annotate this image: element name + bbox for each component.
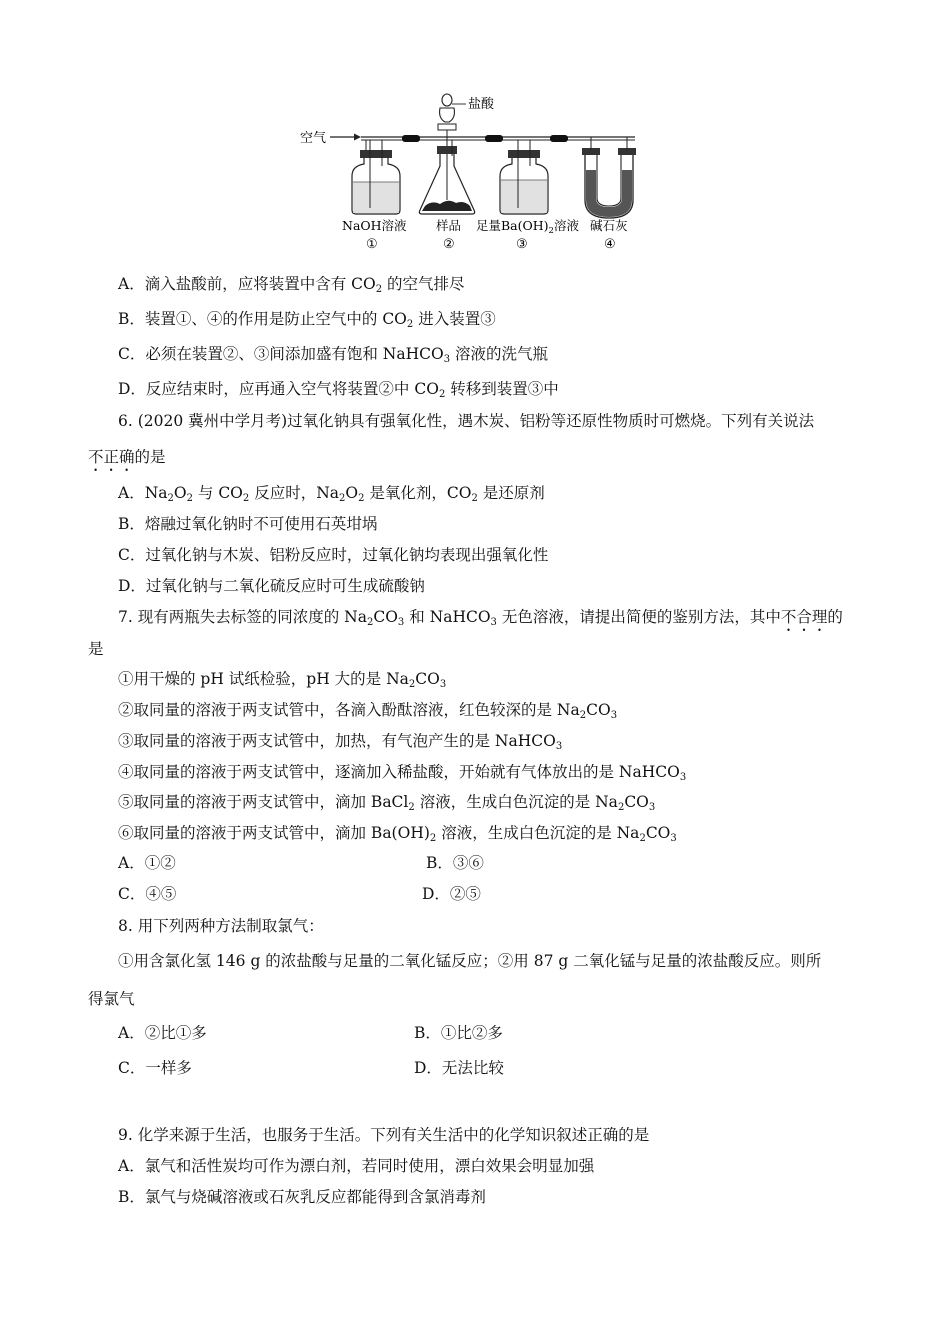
q8-option-a: A．②比①多 bbox=[118, 1024, 207, 1042]
q7-option-c: C．④⑤ bbox=[118, 885, 177, 903]
air-arrow-head bbox=[354, 134, 361, 141]
flask-sample bbox=[419, 94, 474, 214]
q8-option-b: B．①比②多 bbox=[414, 1024, 503, 1042]
num-3: ③ bbox=[516, 237, 528, 250]
q6-option-c: C．过氧化钠与木炭、铝粉反应时，过氧化钠均表现出强氧化性 bbox=[118, 546, 549, 564]
rubber-connector-1 bbox=[402, 135, 420, 142]
label-naoh: NaOH溶液 bbox=[342, 218, 407, 233]
q8-body-line1: ①用含氯化氢 146 g 的浓盐酸与足量的二氧化锰反应；②用 87 g 二氧化锰与足量的浓盐酸反应。则所 bbox=[118, 952, 822, 970]
rubber-connector-3 bbox=[550, 135, 568, 142]
q8-option-d: D．无法比较 bbox=[414, 1059, 504, 1077]
q6-option-b: B．熔融过氧化钠时不可使用石英坩埚 bbox=[118, 515, 378, 533]
q7-stem-line2: 是 bbox=[88, 640, 104, 658]
q7-statement-1: ①用干燥的 pH 试纸检验，pH 大的是 $Na_2CO_3$ bbox=[118, 670, 447, 690]
q6-option-a: A．$Na_2O_2$ 与 $CO_2$ 反应时，$Na_2O_2$ 是氧化剂，$CO_2$ 是还原剂 bbox=[118, 484, 545, 504]
q8-option-c: C．一样多 bbox=[118, 1059, 192, 1077]
q7-stem-line1: 7. 现有两瓶失去标签的同浓度的 $Na_2CO_3$ 和 NaHCO$_3$ 无色溶液，请提出简便的鉴别方法，其中不合理的 bbox=[118, 608, 843, 628]
q7-option-b: B．③⑥ bbox=[426, 854, 484, 872]
rubber-connector-2 bbox=[485, 135, 503, 142]
label-baoh2: 足量$Ba(OH)_2$溶液 bbox=[476, 218, 579, 236]
u-tube-soda-lime bbox=[582, 137, 636, 218]
q9-option-a: A．氯气和活性炭均可作为漂白剂，若同时使用，漂白效果会明显加强 bbox=[118, 1157, 595, 1175]
q7-option-a: A．①② bbox=[118, 854, 176, 872]
q7-statement-5: ⑤取同量的溶液于两支试管中，滴加 BaCl$_2$ 溶液，生成白色沉淀的是 $Na_2CO_3$ bbox=[118, 793, 656, 813]
bottle-baoh2 bbox=[500, 140, 548, 214]
air-label: 空气 bbox=[300, 131, 327, 146]
q6-option-d: D．过氧化钠与二氧化硫反应时可生成硫酸钠 bbox=[118, 577, 425, 595]
q5-option-a: A．滴入盐酸前，应将装置中含有 $CO_2$ 的空气排尽 bbox=[118, 275, 465, 295]
q9-stem: 9. 化学来源于生活，也服务于生活。下列有关生活中的化学知识叙述正确的是 bbox=[118, 1126, 650, 1144]
q8-stem: 8. 用下列两种方法制取氯气： bbox=[118, 917, 324, 935]
label-soda-lime: 碱石灰 bbox=[590, 218, 628, 233]
q9-option-b: B．氯气与烧碱溶液或石灰乳反应都能得到含氯消毒剂 bbox=[118, 1188, 486, 1206]
q5-option-b: B．装置①、④的作用是防止空气中的 $CO_2$ 进入装置③ bbox=[118, 310, 496, 330]
experiment-apparatus-diagram bbox=[280, 90, 650, 250]
q7-option-d: D．②⑤ bbox=[422, 885, 481, 903]
acid-label: 盐酸 bbox=[468, 97, 495, 112]
q6-stem-line1: 6. (2020 冀州中学月考)过氧化钠具有强氧化性，遇木炭、铝粉等还原性物质时可燃烧。下列有关说法 bbox=[118, 412, 815, 430]
q7-statement-6: ⑥取同量的溶液于两支试管中，滴加 $Ba(OH)_2$ 溶液，生成白色沉淀的是 $Na_2CO_3$ bbox=[118, 824, 677, 844]
q7-statement-3: ③取同量的溶液于两支试管中，加热，有气泡产生的是 NaHCO$_3$ bbox=[118, 732, 563, 752]
num-4: ④ bbox=[604, 237, 616, 250]
q6-stem-line2: 不正确的是 bbox=[88, 448, 166, 466]
bottle-naoh bbox=[352, 140, 400, 214]
q5-option-c: C．必须在装置②、③间添加盛有饱和 NaHCO$_3$ 溶液的洗气瓶 bbox=[118, 345, 548, 365]
q8-body-line2: 得氯气 bbox=[88, 990, 135, 1008]
q5-option-d: D．反应结束时，应再通入空气将装置②中 $CO_2$ 转移到装置③中 bbox=[118, 380, 559, 400]
q7-statement-2: ②取同量的溶液于两支试管中，各滴入酚酞溶液，红色较深的是 $Na_2CO_3$ bbox=[118, 701, 618, 721]
label-sample: 样品 bbox=[436, 218, 462, 233]
q7-statement-4: ④取同量的溶液于两支试管中，逐滴加入稀盐酸，开始就有气体放出的是 NaHCO$_3$ bbox=[118, 763, 687, 783]
num-2: ② bbox=[443, 237, 455, 250]
num-1: ① bbox=[366, 237, 378, 250]
